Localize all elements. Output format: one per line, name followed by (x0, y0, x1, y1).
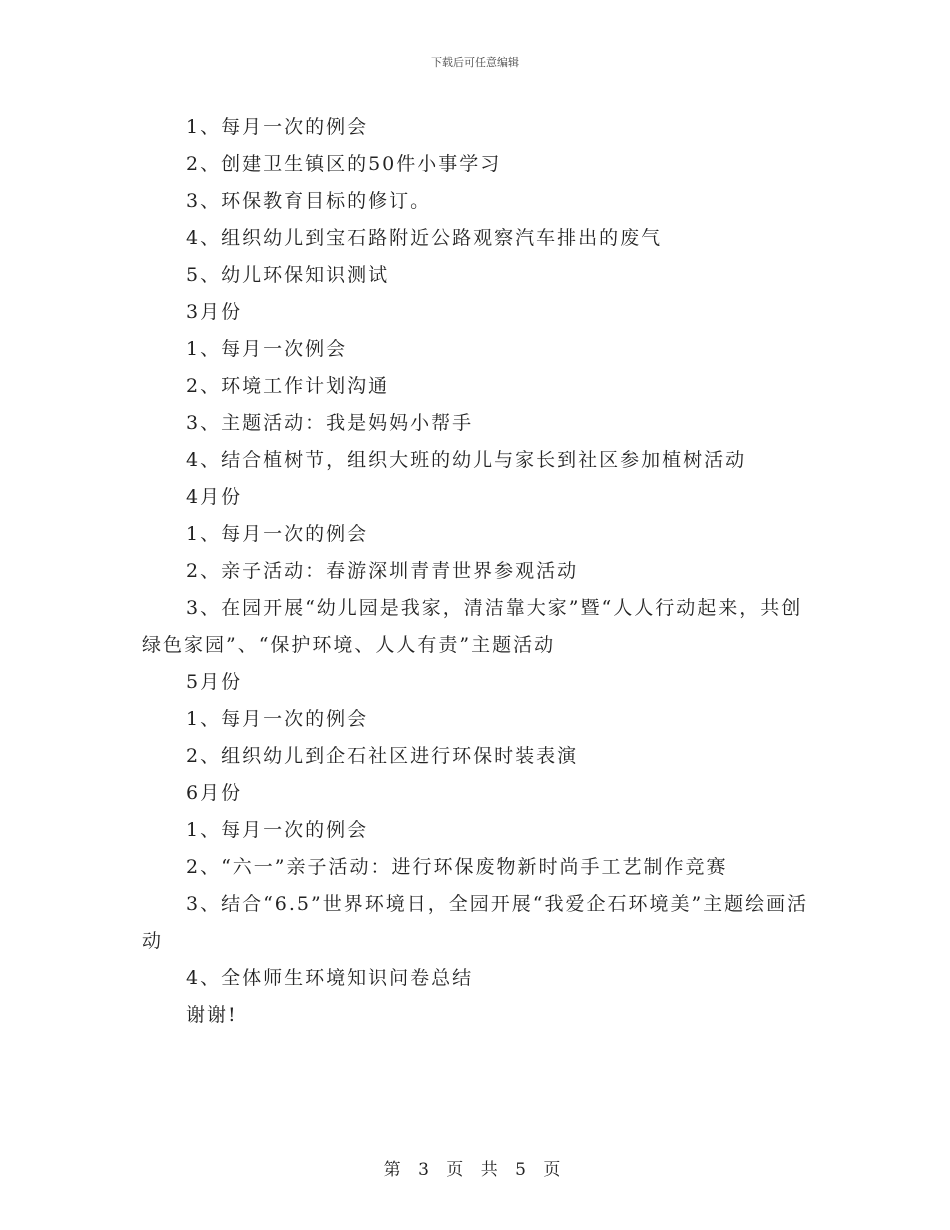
page-number: 第 3 页 共 5 页 (383, 1160, 567, 1180)
list-item-paragraph: 3、在园开展“幼儿园是我家，清洁靠大家”暨“人人行动起来，共创绿色家园”、“保护环境、人人有责”主题活动 (142, 597, 803, 656)
month-heading: 6月份 (186, 782, 243, 804)
list-item: 2、组织幼儿到企石社区进行环保时装表演 (186, 745, 579, 767)
list-item: 4、组织幼儿到宝石路附近公路观察汽车排出的废气 (186, 227, 663, 249)
list-item: 1、每月一次的例会 (186, 708, 369, 730)
list-item: 1、每月一次的例会 (186, 523, 369, 545)
month-heading: 3月份 (186, 301, 243, 323)
list-item: 2、亲子活动：春游深圳青青世界参观活动 (186, 560, 579, 582)
month-heading: 5月份 (186, 671, 243, 693)
list-item: 1、每月一次例会 (186, 338, 348, 360)
list-item: 1、每月一次的例会 (186, 819, 369, 841)
list-item: 2、创建卫生镇区的50件小事学习 (186, 153, 502, 175)
closing-text: 谢谢! (186, 1004, 238, 1026)
list-item: 2、环境工作计划沟通 (186, 375, 390, 397)
list-item: 2、“六一”亲子活动：进行环保废物新时尚手工艺制作竞赛 (186, 856, 728, 878)
list-item: 3、主题活动：我是妈妈小帮手 (186, 412, 474, 434)
list-item: 4、全体师生环境知识问卷总结 (186, 967, 474, 989)
list-item: 3、环保教育目标的修订。 (186, 190, 432, 212)
list-item: 5、幼儿环保知识测试 (186, 264, 390, 286)
document-body (142, 109, 822, 1034)
list-item: 1、每月一次的例会 (186, 116, 369, 138)
list-item: 4、结合植树节，组织大班的幼儿与家长到社区参加植树活动 (186, 449, 747, 471)
month-heading: 4月份 (186, 486, 243, 508)
list-item-paragraph: 3、结合“6.5”世界环境日，全园开展“我爱企石环境美”主题绘画活动 (142, 893, 809, 952)
header-note: 下载后可任意编辑 (431, 56, 519, 69)
